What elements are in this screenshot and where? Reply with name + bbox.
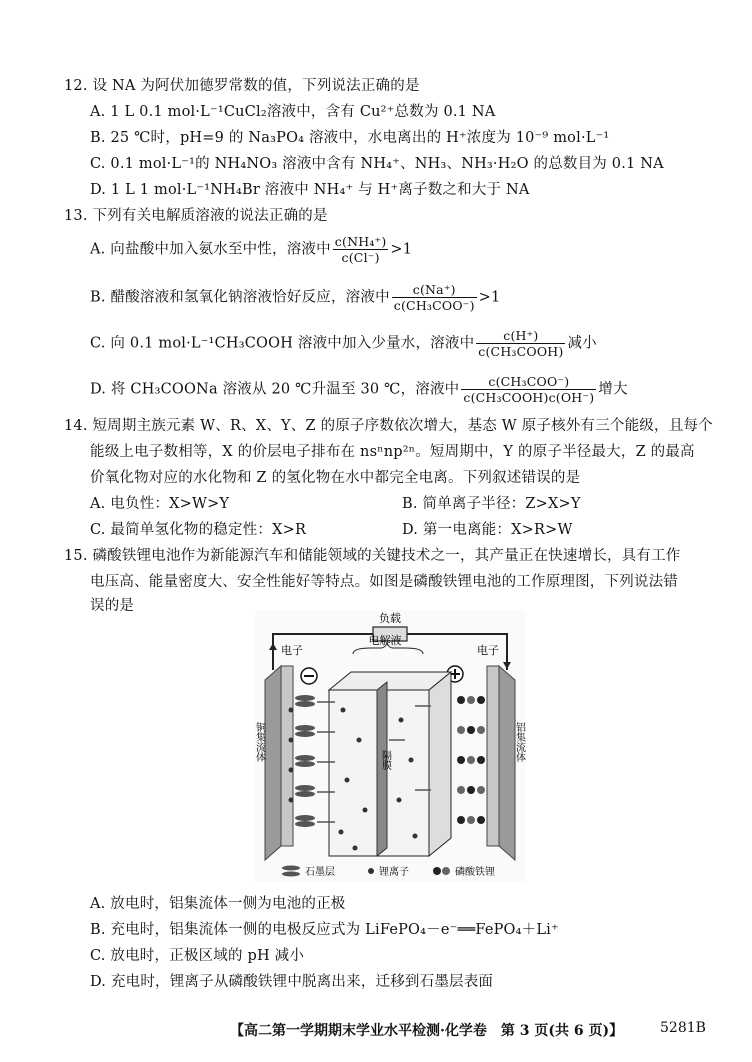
q15-stem-line2: 电压高、能量密度大、安全性能好等特点。如图是磷酸铁锂电池的工作原理图，下列说法错 [90,574,678,590]
q13-option-c [90,328,597,359]
copper-collector-label: 铜集流体 [253,722,265,762]
q14-stem-line2: 能级上电子数相等，X 的价层电子排布在 nsⁿnp²ⁿ。短周期中，Y 的原子半径最大，Z 的最高 [90,444,695,460]
aluminum-collector [499,666,515,860]
q13-c-fraction [476,328,565,359]
q12-option-c: C. 0.1 mol·L⁻¹的 NH₄NO₃ 溶液中含有 NH₄⁺、NH₃、NH₃·H₂O 的总数目为 0.1 NA [90,156,664,172]
q12-option-a: A. 1 L 0.1 mol·L⁻¹CuCl₂溶液中，含有 Cu²⁺总数为 0.1 NA [90,104,496,120]
legend-graphite-icon [282,866,300,871]
q13-a-numerator: c(NH₄⁺) [334,234,387,249]
q13-b-denominator: c(CH₃COO⁻) [393,298,475,313]
q13-b-fraction [392,282,477,313]
q14-option-a: A. 电负性：X>W>Y [90,496,230,512]
q13-b-post: >1 [478,289,501,306]
q13-b-text: B. 醋酸溶液和氢氧化钠溶液恰好反应，溶液中 [90,289,390,306]
q15-option-d: D. 充电时，锂离子从磷酸铁锂中脱离出来，迁移到石墨层表面 [90,974,494,990]
electron-label-left: 电子 [281,644,303,657]
q13-stem: 13. 下列有关电解质溶液的说法正确的是 [64,208,328,224]
q13-option-d [90,374,628,405]
electron-arrowhead-left [269,643,277,650]
q15-stem-line3: 误的是 [90,598,135,614]
q13-c-denominator: c(CH₃COOH) [478,344,564,359]
legend-li-icon [368,868,374,874]
legend-lfp-icon [433,867,441,875]
q13-a-text: A. 向盐酸中加入氨水至中性，溶液中 [90,241,331,258]
legend-graphite-label: 石墨层 [305,867,335,878]
q13-d-post: 增大 [598,381,628,398]
q13-option-a [90,234,412,265]
load-label: 负载 [379,612,401,625]
q13-b-numerator: c(Na⁺) [392,282,477,298]
q14-stem-line3: 价氧化物对应的水化物和 Z 的氢化物在水中都完全电离。下列叙述错误的是 [90,470,581,486]
q13-a-fraction [333,234,389,265]
q14-option-c: C. 最简单氢化物的稳定性：X>R [90,522,307,538]
q13-a-denominator: c(Cl⁻) [341,250,380,265]
q14-option-b: B. 简单离子半径：Z>X>Y [402,496,581,512]
battery-diagram [255,610,525,882]
legend [282,865,495,878]
q13-d-text: D. 将 CH₃COONa 溶液从 20 ℃升温至 30 ℃，溶液中 [90,381,460,398]
q15-option-b: B. 充电时，铝集流体一侧的电极反应式为 LiFePO₄－e⁻══FePO₄＋Li⁺ [90,922,559,938]
q15-option-c: C. 放电时，正极区域的 pH 减小 [90,948,305,964]
electrolyte-label: 电解液 [368,634,402,647]
electrolyte-box-side [429,672,451,856]
page-footer: 【高二第一学期期末学业水平检测·化学卷 第 3 页(共 6 页)】 [230,1023,624,1039]
electron-arrowhead-right [503,662,511,669]
q12-stem: 12. 设 NA 为阿伏加德罗常数的值，下列说法正确的是 [64,78,420,94]
q13-c-post: 减小 [567,335,597,352]
graphite-layers [295,695,315,827]
copper-collector [265,666,281,860]
lifepo4-particles [457,696,485,824]
electron-label-right: 电子 [477,644,499,657]
q13-d-fraction [461,374,596,405]
q15-stem-line1: 15. 磷酸铁锂电池作为新能源汽车和储能领域的关键技术之一，其产量正在快速增长，具有工作 [64,548,681,564]
q12-option-d: D. 1 L 1 mol·L⁻¹NH₄Br 溶液中 NH₄⁺ 与 H⁺离子数之和大于 NA [90,182,530,198]
q13-d-denominator: c(CH₃COOH)c(OH⁻) [463,390,595,405]
electrolyte-brace [353,643,423,654]
battery-diagram-svg [255,610,525,882]
q13-option-b [90,282,500,313]
aluminum-collector-face [487,666,499,846]
q15-option-a: A. 放电时，铝集流体一侧为电池的正极 [90,896,346,912]
q12-option-b: B. 25 ℃时，pH=9 的 Na₃PO₄ 溶液中，水电离出的 H⁺浓度为 10⁻⁹ mol·L⁻¹ [90,130,610,146]
copper-collector-face [281,666,293,846]
q14-stem-line1: 14. 短周期主族元素 W、R、X、Y、Z 的原子序数依次增大，基态 W 原子核外有三个能级，且每个 [64,418,713,434]
separator-label: 隔膜 [379,750,391,770]
q13-a-post: >1 [390,241,413,258]
legend-li-label: 锂离子 [379,867,409,878]
q13-c-text: C. 向 0.1 mol·L⁻¹CH₃COOH 溶液中加入少量水，溶液中 [90,335,475,352]
exam-code: 5281B [660,1020,706,1036]
aluminum-collector-label: 铝集流体 [513,722,525,762]
q14-option-d: D. 第一电离能：X>R>W [402,522,573,538]
q13-d-numerator: c(CH₃COO⁻) [461,374,596,390]
q13-c-numerator: c(H⁺) [476,328,565,344]
legend-lfp-label: 磷酸铁锂 [455,867,495,878]
